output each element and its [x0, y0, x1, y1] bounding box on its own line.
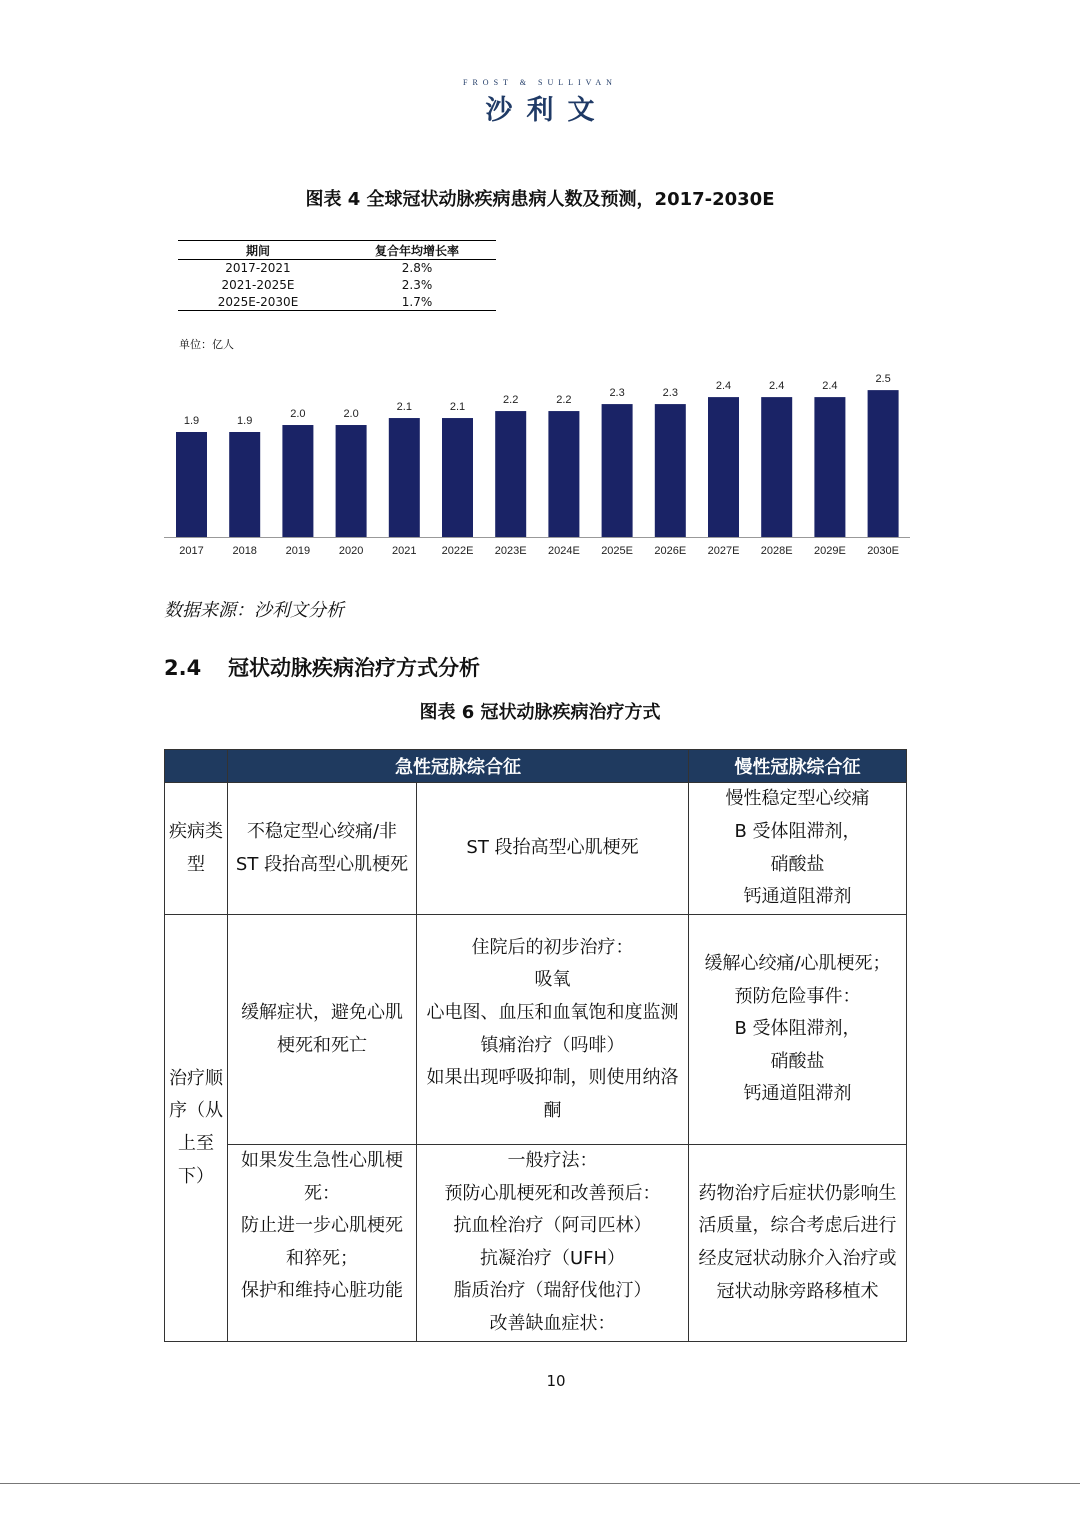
cell-line: 预防危险事件：	[734, 985, 861, 1007]
bar-2027E	[708, 397, 739, 537]
cagr-row	[178, 277, 496, 294]
header-acute: 急性冠脉综合征	[228, 750, 689, 783]
bar-2025E	[602, 404, 633, 537]
data-source: 数据来源：沙利文分析	[164, 600, 344, 621]
bar-value-label: 2.4	[715, 380, 732, 393]
cell-line: 住院后的初步治疗：	[471, 936, 634, 958]
x-tick-label: 2030E	[867, 545, 900, 557]
header-blank	[165, 750, 228, 783]
cell-line: 抗凝治疗（UFH）	[479, 1247, 626, 1269]
cagr-period: 2017-2021	[225, 261, 291, 276]
bar-2026E	[655, 404, 686, 537]
cell-line: 吸氧	[534, 969, 571, 991]
row-label-disease-type: 疾病类型	[165, 783, 228, 915]
bar-2021	[389, 418, 420, 537]
bar-2022E	[442, 418, 473, 537]
cell-line: 抗血栓治疗（阿司匹林）	[453, 1215, 652, 1237]
x-tick-label: 2019	[285, 545, 311, 557]
cell-line: 心电图、血压和血氧饱和度监测	[426, 1001, 679, 1023]
bar-2029E	[814, 397, 845, 537]
bar-value-label: 1.9	[237, 415, 253, 427]
cell-line: 硝酸盐	[770, 853, 825, 875]
cell-line: 缓解心绞痛/心肌梗死；	[704, 953, 891, 975]
x-tick-label: 2026E	[654, 545, 687, 557]
bar-value-label: 2.2	[556, 394, 572, 407]
x-tick-label: 2027E	[707, 545, 740, 557]
footer-rule	[0, 1483, 1080, 1484]
bar-2020	[336, 425, 367, 537]
cagr-row	[178, 260, 496, 277]
bar-value-label: 2.4	[769, 380, 785, 393]
x-tick-label: 2023E	[494, 545, 527, 557]
cell-line: 硝酸盐	[770, 1050, 825, 1072]
cagr-header-period: 期间	[178, 241, 338, 260]
treatment-chronic-goal	[689, 915, 907, 1145]
cagr-period: 2021-2025E	[221, 278, 295, 292]
x-tick-label: 2025E	[601, 545, 634, 557]
bar-value-label: 2.1	[396, 401, 412, 414]
cagr-table	[178, 240, 496, 311]
x-tick-label: 2028E	[760, 545, 793, 557]
bar-2019	[282, 425, 313, 537]
cell-line: 钙通道阻滞剂	[743, 886, 852, 908]
bar-value-label: 2.2	[503, 394, 519, 407]
patient-bar-chart	[160, 340, 920, 565]
treatment-table	[164, 749, 907, 1342]
cell-line: 防止进一步心肌梗死和猝死；	[241, 1215, 403, 1269]
x-tick-label: 2029E	[813, 545, 846, 557]
cell-line: 保护和维持心脏功能	[241, 1280, 403, 1302]
bar-2017	[176, 432, 207, 537]
section-title: 冠状动脉疾病治疗方式分析	[228, 656, 480, 680]
cell-line: 如果发生急性心肌梗死：	[241, 1150, 403, 1204]
cagr-period: 2025E-2030E	[178, 294, 338, 311]
bar-2023E	[495, 411, 526, 537]
cagr-rate: 2.3%	[401, 278, 433, 292]
disease-type-acute-2: ST 段抬高型心肌梗死	[417, 783, 689, 915]
cell-line: 慢性稳定型心绞痛	[725, 788, 870, 810]
x-tick-label: 2018	[232, 545, 257, 557]
treatment-acute-2-initial	[417, 915, 689, 1145]
cagr-rate: 1.7%	[338, 294, 496, 311]
treatment-chronic-intervention: 药物治疗后症状仍影响生活质量，综合考虑后进行经皮冠状动脉介入治疗或冠状动脉旁路移植术	[689, 1145, 907, 1342]
cell-line: 一般疗法：	[507, 1150, 598, 1171]
treatment-acute-1-mi	[228, 1145, 417, 1342]
section-number: 2.4	[164, 656, 202, 680]
treatment-acute-2-general	[417, 1145, 689, 1342]
cagr-row	[178, 294, 496, 311]
logo-chinese: 沙利文	[485, 95, 609, 126]
cell-line: 镇痛治疗（吗啡）	[480, 1034, 625, 1056]
bar-2028E	[761, 397, 792, 537]
bar-2018	[229, 432, 260, 537]
cell-line: 脂质治疗（瑞舒伐他汀）	[453, 1280, 652, 1302]
figure6-title: 图表 6 冠状动脉疾病治疗方式	[419, 702, 661, 723]
bar-2024E	[548, 411, 579, 537]
treatment-acute-1-goal: 缓解症状，避免心肌梗死和死亡	[228, 915, 417, 1145]
bar-value-label: 2.0	[343, 408, 359, 421]
logo-english: FROST & SULLIVAN	[463, 78, 617, 87]
figure4-title: 图表 4 全球冠状动脉疾病患病人数及预测，2017-2030E	[305, 189, 775, 210]
cagr-rate: 2.8%	[401, 261, 433, 276]
x-tick-label: 2024E	[547, 545, 580, 557]
cell-line: 改善缺血症状：	[489, 1312, 616, 1334]
bar-value-label: 2.1	[449, 401, 466, 414]
bar-value-label: 2.3	[662, 387, 678, 400]
cell-line: 如果出现呼吸抑制，则使用纳洛酮	[426, 1067, 679, 1121]
chart-unit-label: 单位：亿人	[179, 338, 234, 351]
x-tick-label: 2017	[179, 545, 204, 557]
cell-line: 钙通道阻滞剂	[743, 1083, 852, 1105]
row-label-treatment-order: 治疗顺序（从上至下）	[165, 915, 228, 1342]
frost-sullivan-logo	[0, 78, 1080, 127]
bar-value-label: 1.9	[183, 415, 200, 427]
cell-line: 预防心肌梗死和改善预后：	[444, 1182, 661, 1204]
page-number: 10	[546, 1372, 566, 1390]
disease-type-chronic	[689, 783, 907, 915]
cell-line: Β 受体阻滞剂，	[734, 1018, 861, 1040]
bar-value-label: 2.0	[290, 408, 306, 421]
bar-2030E	[868, 390, 899, 537]
bar-value-label: 2.5	[875, 373, 891, 386]
cell-line: Β 受体阻滞剂，	[734, 820, 861, 842]
cagr-header-rate: 复合年均增长率	[338, 241, 496, 260]
x-tick-label: 2022E	[441, 545, 474, 557]
header-chronic: 慢性冠脉综合征	[689, 750, 907, 783]
bar-value-label: 2.4	[822, 380, 838, 393]
disease-type-acute-1: 不稳定型心绞痛/非 ST 段抬高型心肌梗死	[228, 783, 417, 915]
x-tick-label: 2020	[338, 545, 364, 557]
bar-value-label: 2.3	[609, 387, 625, 400]
x-tick-label: 2021	[392, 545, 417, 557]
section-heading	[164, 652, 480, 682]
